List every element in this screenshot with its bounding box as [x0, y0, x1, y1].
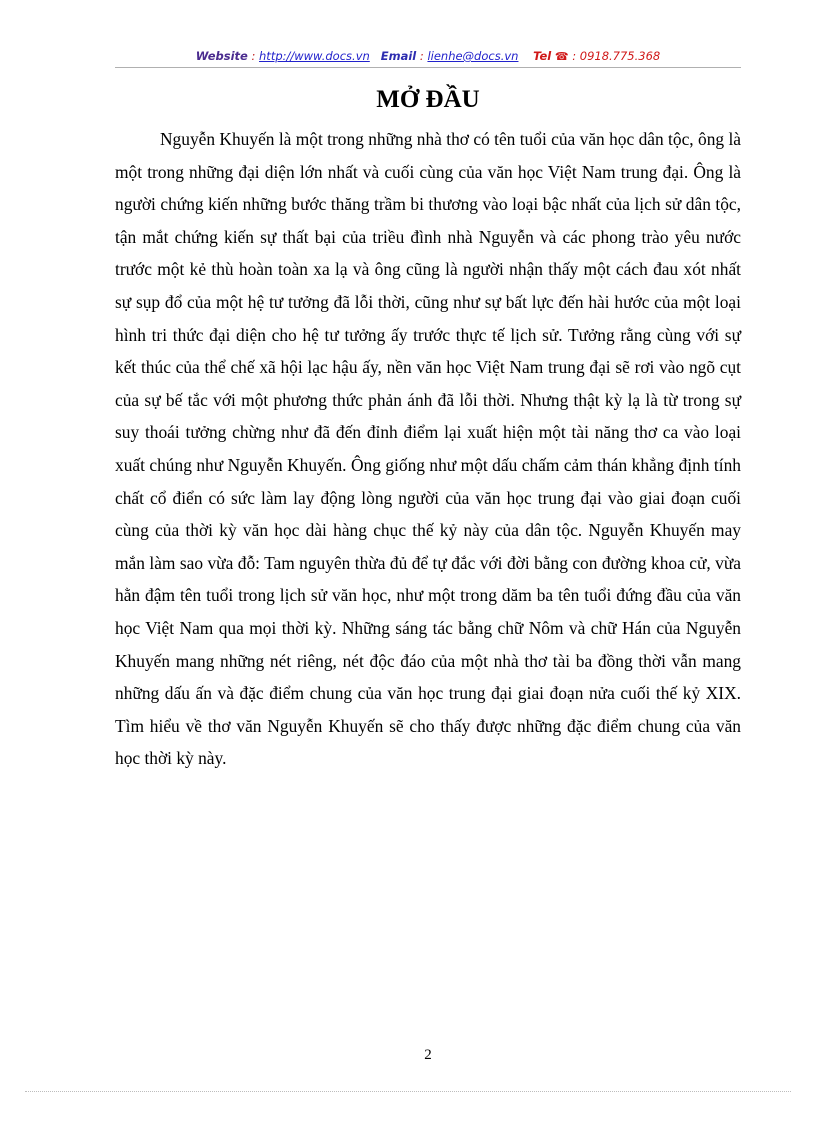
- phone-number: 0918.775.368: [579, 49, 661, 63]
- phone-separator: :: [568, 49, 580, 63]
- email-separator: :: [416, 49, 428, 63]
- telephone-icon: ☎: [554, 50, 569, 63]
- footer-divider: [25, 1091, 791, 1092]
- page-header: [115, 47, 741, 68]
- website-separator: :: [247, 49, 260, 63]
- website-label: Website: [195, 49, 248, 63]
- page-number: 2: [424, 1047, 432, 1063]
- tel-label: Tel: [533, 49, 552, 63]
- website-link[interactable]: http://www.docs.vn: [259, 49, 370, 63]
- email-link[interactable]: lienhe@docs.vn: [427, 49, 519, 63]
- page-title: MỞ ĐẦU: [376, 86, 480, 113]
- body-paragraph: Nguyễn Khuyến là một trong những nhà thơ có tên tuổi của văn học dân tộc, ông là một trong những đại diện lớn nhất và cuối cùng của văn học Việt Nam trung đại. Ông là người chứng kiến những bước thăng trầm bi thương vào loại bậc nhất của lịch sử dân tộc, tận mắt chứng kiến sự thất bại của triều đình nhà Nguyễn và các phong trào yêu nước trước một kẻ thù hoàn toàn xa lạ và ông cũng là người nhận thấy một cách đau xót nhất sự sụp đổ của một hệ tư tưởng đã lỗi thời, cũng như sự bất lực đến hài hước của một loại hình tri thức đại diện cho hệ tư tưởng ấy trước thực tế lịch sử. Tưởng rằng cùng với sự kết thúc của thể chế xã hội lạc hậu ấy, nền văn học Việt Nam trung đại sẽ rơi vào ngõ cụt của sự bế tắc với một phương thức phản ánh đã lỗi thời. Nhưng thật kỳ lạ là từ trong sự suy thoái tưởng chừng như đã đến đỉnh điểm lại xuất hiện một tài năng thơ ca vào loại xuất chúng như Nguyễn Khuyến. Ông giống như một dấu chấm cảm thán khẳng định tính chất cổ điển có sức làm lay động lòng người của văn học trung đại vào giai đoạn cuối cùng của thời kỳ văn học dài hàng chục thế kỷ này của dân tộc. Nguyễn Khuyến may mắn làm sao vừa đỗ: Tam nguyên thừa đủ để tự đắc với đời bằng con đường khoa cử, vừa hằn đậm tên tuổi trong lịch sử văn học, như một trong dăm ba tên tuổi đứng đầu của văn học Việt Nam qua mọi thời kỳ. Những sáng tác bằng chữ Nôm và chữ Hán của Nguyễn Khuyến mang những nét riêng, nét độc đáo của một nhà thơ tài ba đồng thời vẫn mang những dấu ấn và đặc điểm chung của văn học trung đại giai đoạn nửa cuối thế kỷ XIX. Tìm hiểu về thơ văn Nguyễn Khuyến sẽ cho thấy được những đặc điểm chung của văn học thời kỳ này.: [115, 129, 741, 769]
- email-label: Email: [380, 49, 417, 63]
